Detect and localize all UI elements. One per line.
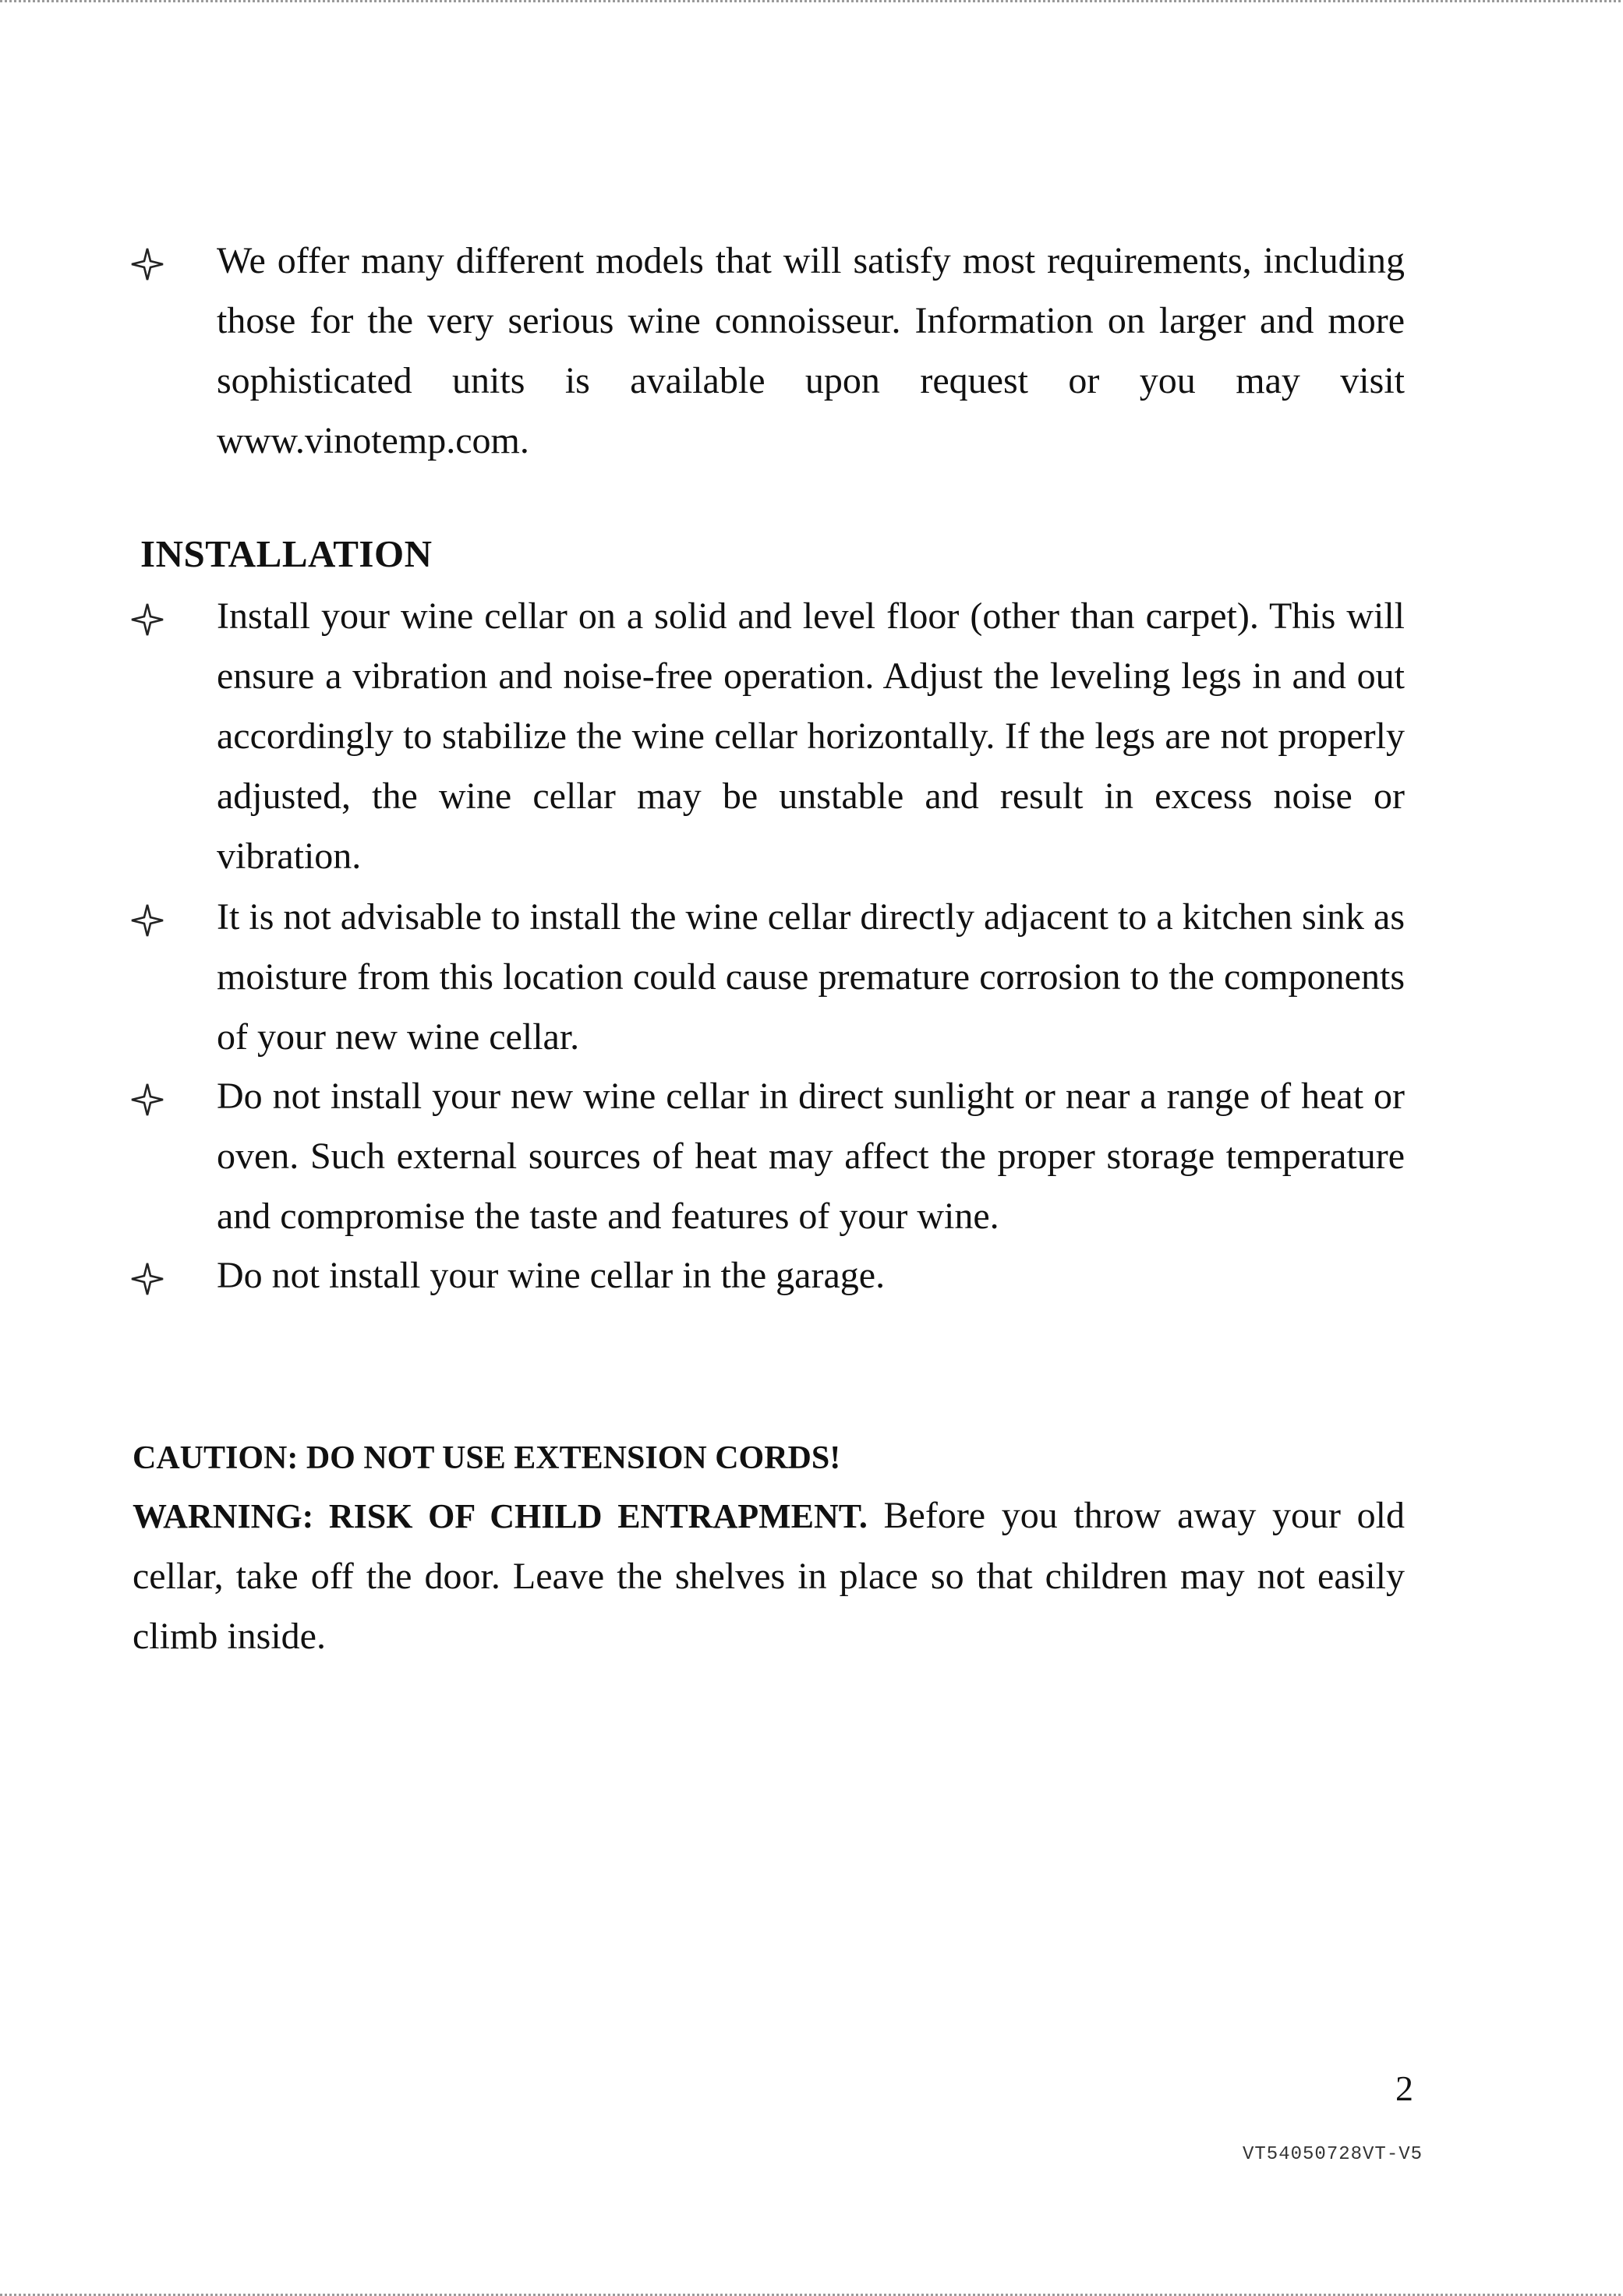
installation-heading: INSTALLATION [140, 532, 433, 575]
four-point-star-outline-icon [129, 1261, 165, 1297]
warning-label: WARNING: RISK OF CHILD ENTRAPMENT. [133, 1497, 868, 1535]
four-point-star-outline-icon [129, 1082, 165, 1118]
document-code: VT54050728VT-V5 [1243, 2144, 1423, 2165]
installation-bullet [129, 586, 1405, 886]
four-point-star-outline-icon [129, 246, 165, 282]
installation-bullet-text: It is not advisable to install the wine cellar directly adjacent to a kitchen sink as moisture from this location could cause premature corrosion to the components of your new wine cellar. [217, 896, 1405, 1058]
installation-bullet-text: Do not install your new wine cellar in direct sunlight or near a range of heat or oven. Such external sources of heat may affect the proper storage temperature and compromise the taste and features of your wine. [217, 1076, 1405, 1237]
warning-notice [133, 1485, 1405, 1666]
caution-notice: CAUTION: DO NOT USE EXTENSION CORDS! [133, 1440, 841, 1476]
installation-bullet [129, 1245, 1405, 1305]
installation-bullet [129, 1066, 1405, 1246]
page-number: 2 [1395, 2068, 1413, 2108]
four-point-star-outline-icon [129, 602, 165, 638]
installation-bullet-text: Install your wine cellar on a solid and level floor (other than carpet). This will ensure a vibration and noise-free operation. Adjust the leveling legs in and out accordingly to stabilize the wine cellar horizontally. If the legs are not properly adjusted, the wine cellar may be unstable and result in excess noise or vibration. [217, 595, 1405, 877]
installation-bullet-text: Do not install your wine cellar in the garage. [217, 1255, 886, 1296]
installation-bullet [129, 887, 1405, 1067]
scan-edge-top [0, 0, 1623, 2]
warning-text: Before you throw away your old cellar, take off the door. Leave the shelves in place so that children may not easily climb inside. [133, 1495, 1406, 1657]
intro-text: We offer many different models that will satisfy most requirements, including those for the very serious wine connoisseur. Information on larger and more sophisticated units is available upon request or you may visit www.vinotemp.com. [217, 240, 1405, 461]
four-point-star-outline-icon [129, 903, 165, 938]
intro-bullet [129, 231, 1405, 471]
